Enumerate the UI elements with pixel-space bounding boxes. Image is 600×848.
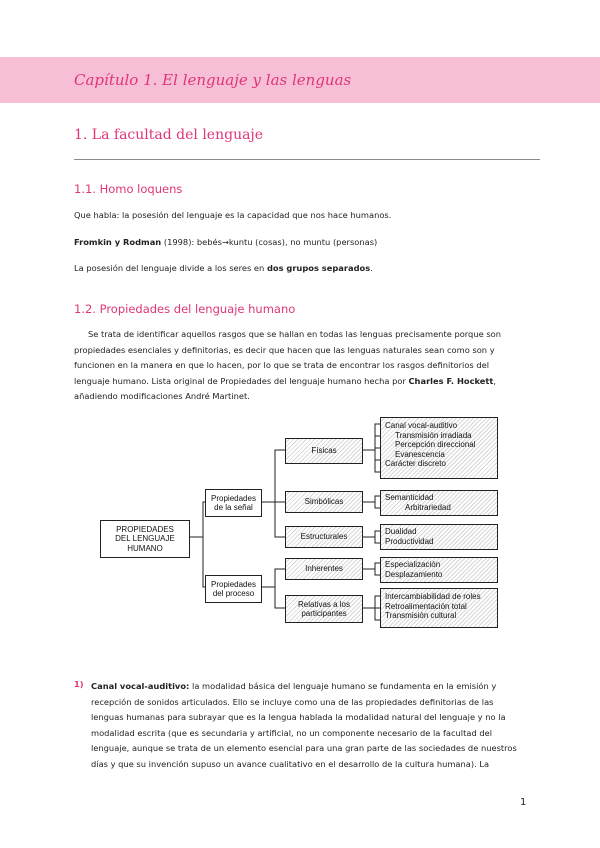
- leaf-label: Transmisión irradiada: [395, 430, 472, 440]
- leaf-label: Productividad: [385, 536, 434, 546]
- list-item: [91, 679, 546, 772]
- node-label: Simbólicas: [304, 497, 344, 507]
- leaf-label: Evanescencia: [395, 449, 445, 459]
- author-name: Fromkin y Rodman: [74, 237, 162, 247]
- intro-paragraph: [74, 327, 544, 405]
- physical-leaves: [380, 417, 498, 479]
- paragraph-text: lenguaje humano. Lista original de Propiedades del lenguaje humano hecha por: [74, 375, 409, 386]
- paragraph-line: añadiendo modificaciones André Martinet.: [74, 391, 250, 401]
- node-label: participantes: [301, 609, 347, 618]
- subsection-title-homo-loquens: 1.1. Homo loquens: [74, 182, 183, 196]
- section-divider: [74, 159, 540, 160]
- properties-diagram: [95, 412, 515, 637]
- chapter-title: Capítulo 1. El lenguaje y las lenguas: [74, 71, 352, 89]
- paragraph: [74, 208, 544, 224]
- leaf-label: Percepción direccional: [395, 440, 476, 449]
- node-label: Propiedades: [211, 579, 256, 589]
- page-number: 1: [520, 797, 527, 808]
- signal-properties-node: [205, 489, 262, 517]
- inherent-leaves: [380, 557, 498, 583]
- list-item-term: Canal vocal-auditivo:: [91, 681, 190, 691]
- node-label: Estructurales: [300, 532, 348, 542]
- structural-leaves: [380, 524, 498, 550]
- leaf-label: Semanticidad: [385, 493, 434, 502]
- leaf-label: Arbitrariedad: [405, 502, 451, 512]
- paragraph: [74, 235, 544, 251]
- leaf-label: Transmisión cultural: [385, 611, 457, 620]
- author-name: Charles F. Hockett: [408, 375, 494, 386]
- node-label: Inherentes: [305, 564, 343, 574]
- paragraph-text: ,: [493, 375, 496, 386]
- paragraph-text: (1998): bebés→kuntu (cosas), no muntu (personas): [161, 237, 378, 247]
- inherent-node: [285, 558, 363, 580]
- node-label: del proceso: [212, 589, 255, 598]
- leaf-label: Dualidad: [385, 527, 417, 536]
- physical-node: [285, 438, 363, 464]
- structural-node: [285, 526, 363, 548]
- node-label: de la señal: [214, 503, 253, 512]
- symbolic-node: [285, 491, 363, 513]
- paragraph: [74, 261, 544, 277]
- paragraph-line: Se trata de identificar aquellos rasgos que se hallan en todas las lenguas precisamente porque son: [88, 329, 501, 339]
- section-title: 1. La facultad del lenguaje: [74, 127, 264, 143]
- list-line: lenguas humanas para subrayar que es la lengua hablada la modalidad natural del lenguaje y no la: [91, 712, 506, 722]
- node-label: HUMANO: [127, 543, 163, 553]
- list-item-text: la modalidad básica del lenguaje humano se fundamenta en la emisión y: [189, 681, 497, 691]
- list-number: 1): [74, 679, 84, 689]
- list-line: modalidad escrita (que es secundaria y artificial, no un componente necesario de la facultad del: [91, 727, 493, 738]
- paragraph-text: .: [370, 263, 373, 273]
- leaf-label: Desplazamiento: [385, 569, 443, 579]
- node-label: PROPIEDADES: [116, 524, 174, 534]
- symbolic-leaves: [380, 490, 498, 516]
- leaf-label: Carácter discreto: [385, 459, 446, 468]
- list-line: lenguaje, aunque se trata de un elemento esencial para una gran parte de las sociedades de nuestros: [91, 743, 517, 753]
- process-properties-node: [205, 575, 262, 603]
- root-node: [100, 520, 190, 558]
- node-label: DEL LENGUAJE: [115, 534, 175, 544]
- leaf-label: Intercambiabilidad de roles: [385, 592, 481, 601]
- node-label: Físicas: [311, 446, 337, 456]
- subsection-title-propiedades: 1.2. Propiedades del lenguaje humano: [74, 302, 296, 316]
- paragraph-text: Que habla: la posesión del lenguaje es la capacidad que nos hace humanos.: [74, 210, 392, 220]
- leaf-label: Retroalimentación total: [385, 601, 467, 611]
- list-line: [91, 679, 546, 695]
- paragraph-line: [74, 374, 544, 390]
- emphasis: dos grupos separados: [266, 263, 371, 273]
- list-line: días y que su invención supuso un avance cualitativo en el desarrollo de la cultura humana). La: [91, 758, 490, 769]
- list-line: recepción de sonidos articulados. Ello se incluye como una de las propiedades definitorias de las: [91, 696, 494, 707]
- paragraph-line: propiedades esenciales y definitorias, es decir que hacen que las lenguas naturales sean como son y: [74, 344, 495, 355]
- participants-node: [285, 595, 363, 623]
- leaf-label: Especialización: [385, 560, 441, 569]
- node-label: Propiedades: [211, 493, 256, 503]
- leaf-label: Canal vocal-auditivo: [385, 421, 458, 430]
- participants-leaves: [380, 588, 498, 628]
- paragraph-text: La posesión del lenguaje divide a los seres en: [74, 263, 267, 273]
- node-label: Relativas a los: [297, 599, 351, 609]
- paragraph-line: funcionen en la manera en que lo hacen, por lo que se trata de encontrar los rasgos definitorios del: [74, 360, 490, 370]
